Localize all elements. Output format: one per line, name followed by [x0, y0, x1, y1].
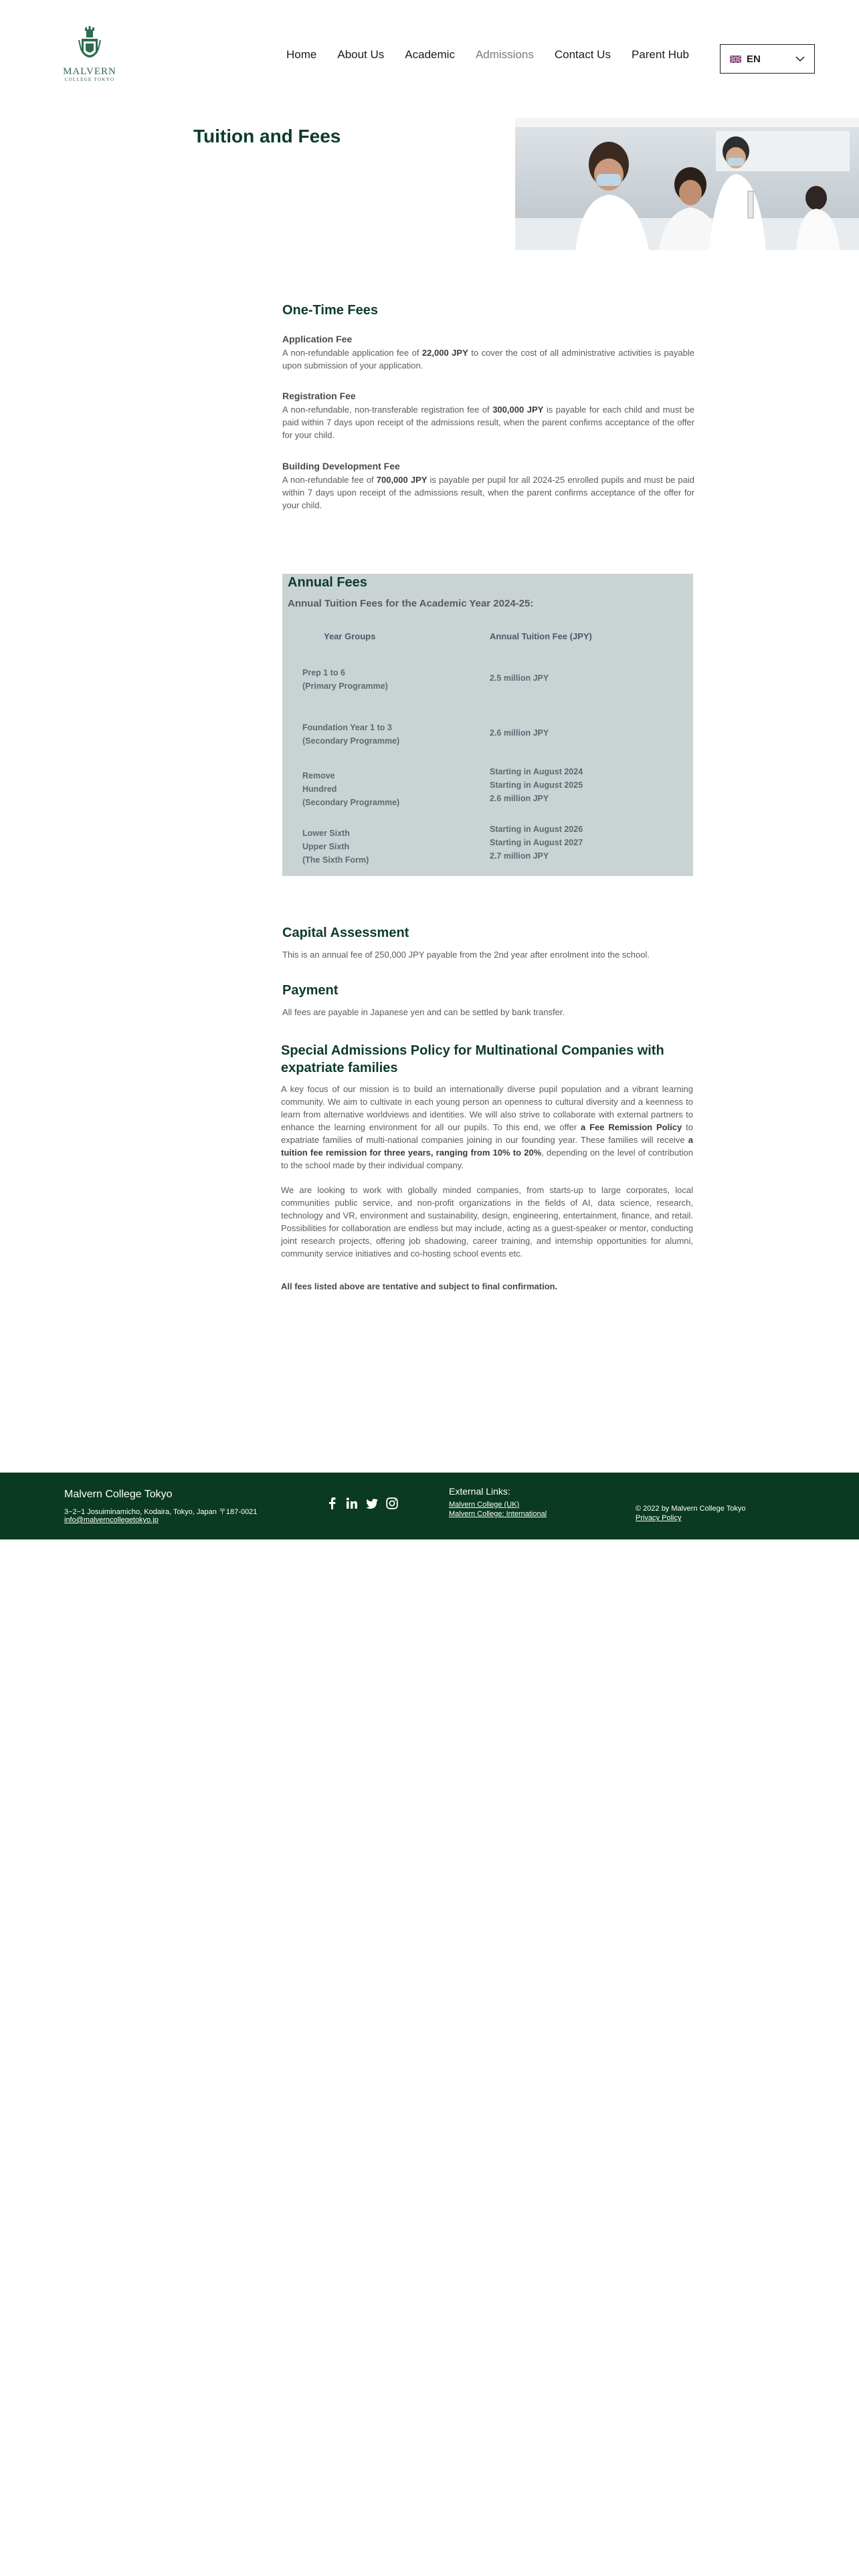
registration-fee-amount: 300,000 JPY: [492, 405, 544, 415]
capital-assessment-heading: Capital Assessment: [282, 926, 409, 940]
school-logo[interactable]: [62, 25, 118, 90]
special-policy-paragraph-2: We are looking to work with globally minded companies, from starts-up to large corporates, local communities public service, and non-profit organizations in the fields of AI, data science, research, technology and VR, environment and sustainability, design, engineering, entertainment, finance, and retail. Possibilities for collaboration are endless but may include, acting as a guest-speaker or mentor, conducting joint research projects, offering job shadowing, career training, and internship opportunities for alumni, community service initiatives and co-hosting school events etc.: [281, 1185, 693, 1259]
building-fee-title: Building Development Fee: [282, 461, 400, 471]
chevron-down-icon: [795, 56, 805, 62]
payment-text: All fees are payable in Japanese yen and can be settled by bank transfer.: [282, 1007, 565, 1017]
building-fee-text: A non-refundable fee of 700,000 JPY is payable per pupil for all 2024-25 enrolled pupils and must be paid within 7 days upon receipt of the admissions result, when the parent confirms acceptance of the offer for your child.: [282, 475, 694, 510]
annual-fees-subheading: Annual Tuition Fees for the Academic Year 2024-25:: [288, 598, 534, 609]
fee-cell: 2.6 million JPY: [490, 728, 549, 738]
malvern-uk-link[interactable]: Malvern College (UK): [449, 1501, 520, 1509]
annual-fees-panel: [282, 574, 693, 876]
registration-fee-title: Registration Fee: [282, 391, 356, 401]
linkedin-icon[interactable]: [345, 1497, 359, 1510]
nav-home[interactable]: Home: [286, 48, 317, 61]
footer-address: 3−2−1 Josuiminamicho, Kodaira, Tokyo, Japan 〒187-0021: [64, 1508, 258, 1516]
fees-disclaimer: All fees listed above are tentative and subject to final confirmation.: [281, 1281, 558, 1291]
footer-school-name: Malvern College Tokyo: [64, 1489, 173, 1500]
malvern-international-link[interactable]: Malvern College: International: [449, 1510, 547, 1518]
year-group-cell: Foundation Year 1 to 3 (Secondary Programme): [302, 723, 400, 746]
site-footer: [0, 1473, 859, 1539]
language-label: EN: [747, 53, 761, 65]
privacy-policy-link[interactable]: Privacy Policy: [636, 1514, 682, 1522]
instagram-icon[interactable]: [385, 1497, 399, 1510]
nav-academic[interactable]: Academic: [405, 48, 455, 61]
application-fee-amount: 22,000 JPY: [421, 348, 468, 358]
language-selector[interactable]: [720, 44, 815, 74]
uk-flag-icon: [730, 56, 741, 63]
column-annual-fee: Annual Tuition Fee (JPY): [490, 631, 592, 641]
column-year-groups: Year Groups: [324, 631, 376, 641]
social-links: [325, 1497, 399, 1510]
twitter-icon[interactable]: [365, 1497, 379, 1510]
nav-about-us[interactable]: About Us: [337, 48, 385, 61]
copyright-text: © 2022 by Malvern College Tokyo: [636, 1505, 746, 1513]
facebook-icon[interactable]: [325, 1497, 339, 1510]
nav-contact-us[interactable]: Contact Us: [554, 48, 611, 61]
year-group-cell: Remove Hundred (Secondary Programme): [302, 771, 400, 807]
hero-photo: [515, 118, 859, 250]
building-fee-amount: 700,000 JPY: [376, 475, 427, 485]
special-policy-heading: Special Admissions Policy for Multinational Companies with expatriate families: [281, 1043, 664, 1075]
external-links-title: External Links:: [449, 1486, 510, 1497]
logo-name: MALVERN: [63, 66, 116, 77]
main-nav: [286, 48, 710, 62]
application-fee-title: Application Fee: [282, 334, 353, 344]
nav-parent-hub[interactable]: Parent Hub: [631, 48, 689, 61]
special-policy-paragraph-1: A key focus of our mission is to build an internationally diverse pupil population and a vibrant learning community. We aim to cultivate in each young person an openness to cultural diversity and a keenness to learn from alternative worldviews and identities. We will also strive to collaborate with external partners to enhance the learning environment for all our pupils. To this end, we offer a Fee Remission Policy to expatriate families of multi-national companies joining in our founding year. These families will receive a tuition fee remission for three years, ranging from 10% to 20%, depending on the level of contribution to the school made by their individual company.: [281, 1084, 693, 1170]
fee-cell: Starting in August 2026 Starting in August 2027 2.7 million JPY: [490, 825, 583, 861]
lab-students-image: [515, 118, 859, 250]
registration-fee-text: A non-refundable, non-transferable registration fee of 300,000 JPY is payable for each child and must be paid within 7 days upon receipt of the admissions result, when the parent confirms acceptance of the offer for your child.: [282, 405, 694, 440]
year-group-cell: Prep 1 to 6 (Primary Programme): [302, 668, 388, 691]
payment-heading: Payment: [282, 983, 339, 998]
crest-icon: [76, 25, 103, 66]
capital-assessment-text: This is an annual fee of 250,000 JPY payable from the 2nd year after enrolment into the school.: [282, 950, 650, 960]
logo-subtitle: COLLEGE TOKYO: [64, 77, 115, 82]
fee-cell: Starting in August 2024 Starting in August 2025 2.6 million JPY: [490, 767, 583, 803]
annual-fees-heading: Annual Fees: [288, 575, 367, 590]
footer-email-link[interactable]: info@malverncollegetokyo.jp: [64, 1516, 159, 1524]
fee-cell: 2.5 million JPY: [490, 673, 549, 683]
nav-admissions[interactable]: Admissions: [475, 48, 534, 61]
application-fee-text: A non-refundable application fee of 22,000 JPY to cover the cost of all administrative activities is payable upon submission of your application.: [282, 348, 694, 370]
page-title: Tuition and Fees: [193, 126, 341, 146]
one-time-fees-heading: One-Time Fees: [282, 303, 379, 318]
year-group-cell: Lower Sixth Upper Sixth (The Sixth Form): [302, 829, 369, 865]
